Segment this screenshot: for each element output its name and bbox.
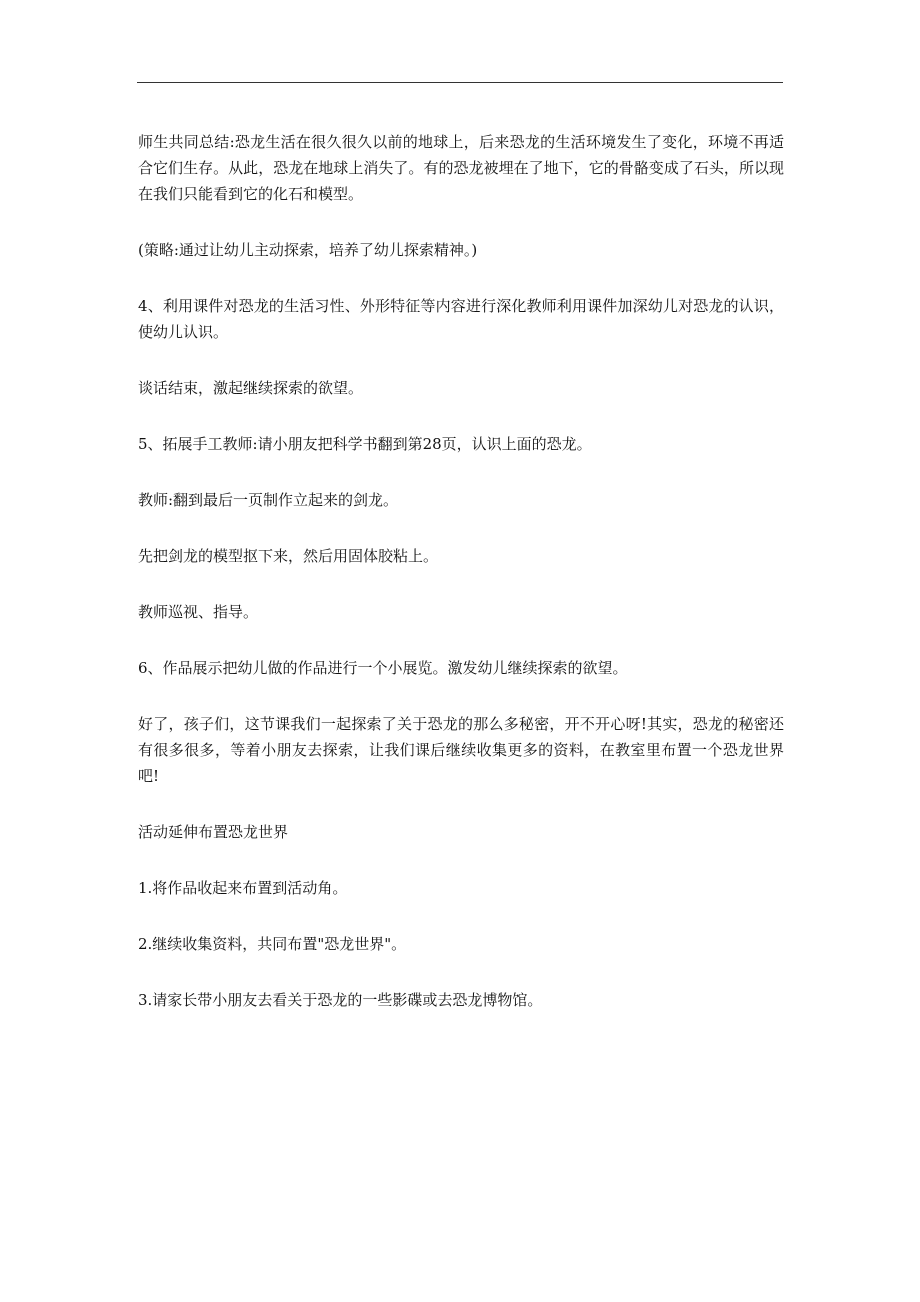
paragraph-step-6: 6、作品展示把幼儿做的作品进行一个小展览。激发幼儿继续探索的欲望。 [138,659,628,677]
header-rule [137,82,783,83]
paragraph-closing: 好了，孩子们，这节课我们一起探索了关于恐龙的那么多秘密，开不开心呀!其实，恐龙的秘密还有很多很多，等着小朋友去探索，让我们课后继续收集更多的资料，在教室里布置一个恐龙世界吧! [138,715,784,785]
paragraph-model-steps: 先把剑龙的模型抠下来，然后用固体胶粘上。 [138,547,439,565]
paragraph-teacher-guide: 教师巡视、指导。 [138,603,259,621]
paragraph-step-5: 5、拓展手工教师:请小朋友把科学书翻到第28页，认识上面的恐龙。 [138,435,592,453]
document-body [138,129,784,1043]
paragraph-step-4: 4、利用课件对恐龙的生活习性、外形特征等内容进行深化教师利用课件加深幼儿对恐龙的认识，使幼儿认识。 [138,297,784,341]
paragraph-extension-2: 2.继续收集资料，共同布置"恐龙世界"。 [138,935,407,953]
paragraph-extension-3: 3.请家长带小朋友去看关于恐龙的一些影碟或去恐龙博物馆。 [138,991,543,1009]
paragraph-talk-end: 谈话结束，激起继续探索的欲望。 [138,379,364,397]
paragraph-extension-1: 1.将作品收起来布置到活动角。 [138,879,348,897]
paragraph-summary: 师生共同总结:恐龙生活在很久很久以前的地球上，后来恐龙的生活环境发生了变化，环境不再适合它们生存。从此，恐龙在地球上消失了。有的恐龙被埋在了地下，它的骨骼变成了石头，所以现在我们只能看到它的化石和模型。 [138,133,784,203]
paragraph-teacher-instruction: 教师:翻到最后一页制作立起来的剑龙。 [138,491,399,509]
paragraph-extension-title: 活动延伸布置恐龙世界 [138,823,289,841]
paragraph-strategy: (策略:通过让幼儿主动探索，培养了幼儿探索精神。) [138,241,478,259]
